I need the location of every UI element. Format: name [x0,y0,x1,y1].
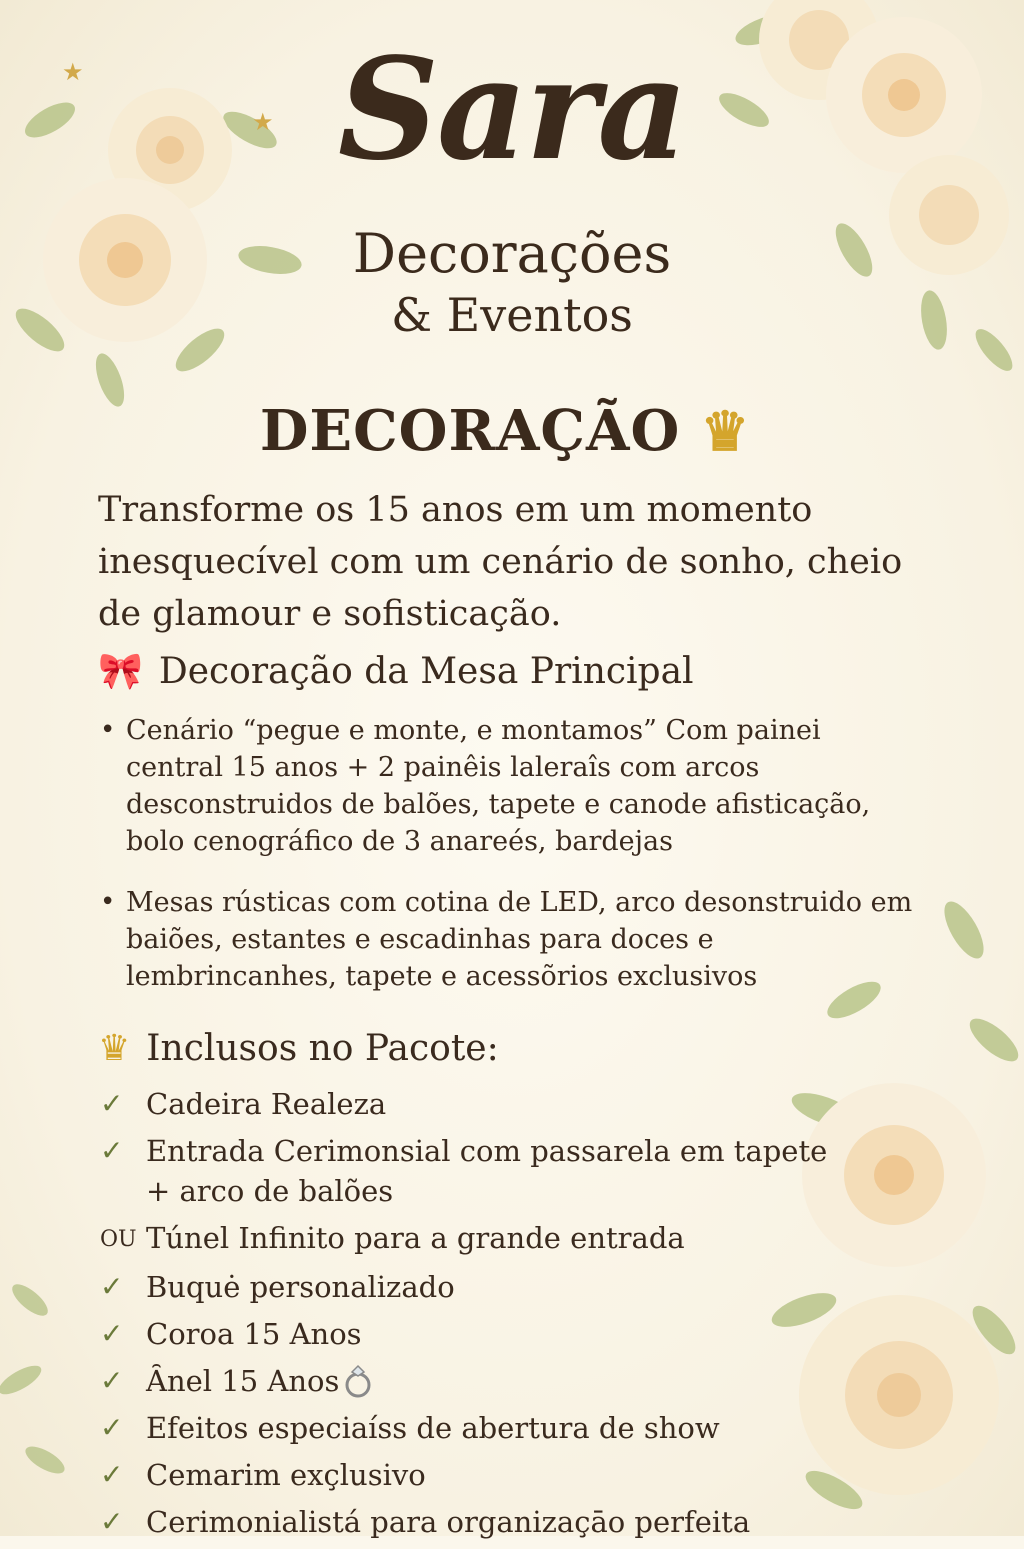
list-item-text: + arco de balões [146,1174,394,1208]
list-item [100,1218,860,1260]
check-icon: ✓ [100,1317,124,1350]
list-item-text: Túnel Infinito para a grande entrada [146,1221,685,1255]
leaf-decoration-bottom-left [0,1270,80,1536]
intro-paragraph: Transforme os 15 anos em um momento inesquecível com um cenário de sonho, cheio de glamour e sofisticação. [98,490,903,634]
main-heading [0,398,1010,464]
check-icon: ✓ [100,1364,124,1397]
heading-text: DECORAÇÃO [259,398,681,464]
list-item-text: Buquė personalizado [146,1270,455,1304]
check-icon: ✓ [100,1505,124,1538]
list-item [100,1455,860,1495]
list-item-text: Ȃnel 15 Anos [146,1364,340,1398]
list-item-text: Cerimonialistá para organizaçāo perfeita [146,1505,751,1539]
star-icon: ★ [62,58,84,86]
list-item [100,1131,860,1171]
list-item [100,1267,860,1307]
check-icon: ✓ [100,1270,124,1303]
included-items-list [100,1084,860,1549]
list-item-text: Entrada Cerimonsial com passarela em tapete [146,1134,828,1168]
ring-icon [341,1363,375,1399]
section-title-text: Decoração da Mesa Principal [158,650,694,692]
list-item-text: Cemarim exçlusivo [146,1458,426,1492]
list-item [100,1502,860,1542]
star-icon: ★ [252,108,274,136]
section-title-pacote [98,1028,499,1069]
list-item-text: Cadeira Realeza [146,1087,387,1121]
check-icon: ✓ [100,1087,124,1120]
list-item-text: Mesas rústicas com cotina de LED, arco desonstruido em baiões, estantes e escadinhas para doces e lembrincanhes, tapete e acessõrios exclusivos [126,887,913,992]
list-item [100,1084,860,1124]
crown-icon: ♛ [98,1028,131,1069]
list-item [100,712,920,860]
bow-icon: 🎀 [98,651,143,692]
list-item [100,1408,860,1448]
list-item-continuation [100,1171,860,1211]
brand-subtitle-line2: & Eventos [391,288,633,342]
list-item [100,1314,860,1354]
section-title-mesa [98,650,694,692]
bullet-dot: • [100,715,116,745]
list-item-text: Coroa 15 Anos [146,1317,362,1351]
list-item-text: Cenário “pegue e monte, e montamos” Com painei central 15 anos + 2 painêis laleraîs com arcos desconstruidos de balões, tapete e canode afisticação, bolo cenográfico de 3 anareés, bardejas [126,715,871,857]
ou-label: OU [100,1227,137,1252]
list-item-text: Efeitos especiaíss de abertura de show [146,1411,720,1445]
brand-subtitle-line1: Decorações [352,222,672,285]
check-icon: ✓ [100,1411,124,1444]
crown-icon: ♛ [700,399,751,463]
section-title-text: Inclusos no Pacote: [146,1028,499,1069]
brand-name: Sara [337,28,687,192]
bullet-dot: • [100,887,116,917]
list-item [100,1361,860,1401]
check-icon: ✓ [100,1134,124,1167]
check-icon: ✓ [100,1458,124,1491]
list-item [100,884,920,995]
